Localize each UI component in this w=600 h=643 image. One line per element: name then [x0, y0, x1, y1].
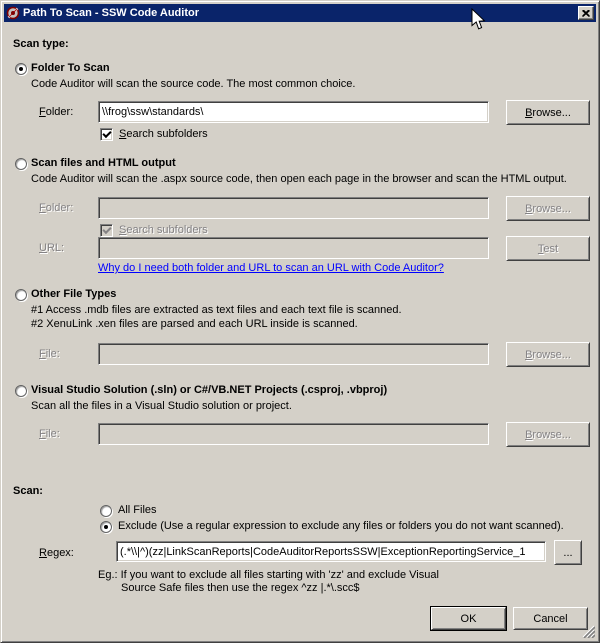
help-link[interactable]: Why do I need both folder and URL to scan an URL with Code Auditor?: [98, 262, 444, 274]
close-icon: [582, 10, 590, 17]
close-button[interactable]: [578, 6, 594, 20]
radio-vs-solution[interactable]: [15, 385, 27, 397]
radio-folder-to-scan-label[interactable]: Folder To Scan: [31, 62, 110, 74]
search-subfolders-checkbox[interactable]: [100, 128, 113, 141]
window-title: Path To Scan - SSW Code Auditor: [23, 7, 199, 19]
folder-label: Folder:: [39, 106, 74, 118]
file2-input: [98, 423, 489, 445]
radio-exclude-label[interactable]: Exclude (Use a regular expression to exclude any files or folders you do not want scanned).: [118, 520, 564, 532]
regex-label: Regex:: [39, 547, 74, 559]
cancel-button[interactable]: Cancel: [513, 607, 588, 630]
regex-input[interactable]: [116, 541, 546, 562]
scan-type-heading: Scan type:: [13, 38, 69, 50]
radio-exclude[interactable]: [100, 521, 112, 533]
radio-all-files-label[interactable]: All Files: [118, 504, 157, 516]
test-url-button: Test: [506, 236, 590, 261]
ok-button[interactable]: OK: [431, 607, 506, 630]
browse-file-button: Browse...: [506, 342, 590, 367]
folder-to-scan-description: Code Auditor will scan the source code. The most common choice.: [31, 78, 356, 90]
folder2-input: [98, 197, 489, 219]
radio-scan-files-html[interactable]: [15, 158, 27, 170]
radio-all-files[interactable]: [100, 505, 112, 517]
radio-other-file-types-label[interactable]: Other File Types: [31, 288, 117, 300]
other-file-types-description-2: #2 XenuLink .xen files are parsed and each URL inside is scanned.: [31, 318, 358, 330]
search-subfolders2-checkbox: [100, 224, 113, 237]
regex-example-line2: Source Safe files then use the regex ^zz |.*\.scc$: [121, 582, 360, 594]
browse-folder2-button: Browse...: [506, 196, 590, 221]
file2-label: File:: [39, 428, 60, 440]
vs-solution-description: Scan all the files in a Visual Studio solution or project.: [31, 400, 292, 412]
file-input: [98, 343, 489, 365]
scan-heading: Scan:: [13, 485, 43, 497]
scan-files-html-description: Code Auditor will scan the .aspx source code, then open each page in the browser and scan the HTML output.: [31, 173, 567, 185]
folder2-label: Folder:: [39, 202, 74, 214]
search-subfolders-label[interactable]: Search subfolders: [119, 128, 208, 140]
browse-folder-button[interactable]: Browse...: [506, 100, 590, 125]
url-input: [98, 237, 489, 259]
folder-input[interactable]: [98, 101, 489, 123]
radio-vs-solution-label[interactable]: Visual Studio Solution (.sln) or C#/VB.NET Projects (.csproj, .vbproj): [31, 384, 388, 396]
titlebar[interactable]: [4, 4, 596, 22]
resize-grip[interactable]: [582, 625, 595, 638]
url-label: URL:: [39, 242, 65, 254]
file-label: File:: [39, 348, 60, 360]
radio-other-file-types[interactable]: [15, 289, 27, 301]
regex-example-line1: Eg.: If you want to exclude all files starting with 'zz' and exclude Visual: [98, 569, 439, 581]
other-file-types-description-1: #1 Access .mdb files are extracted as text files and each text file is scanned.: [31, 304, 402, 316]
radio-scan-files-html-label[interactable]: Scan files and HTML output: [31, 157, 176, 169]
radio-folder-to-scan[interactable]: [15, 63, 27, 75]
regex-more-button[interactable]: ...: [554, 540, 582, 565]
code-auditor-app-icon: [6, 6, 20, 20]
browse-file2-button: Browse...: [506, 422, 590, 447]
search-subfolders2-label: Search subfolders: [119, 224, 208, 236]
